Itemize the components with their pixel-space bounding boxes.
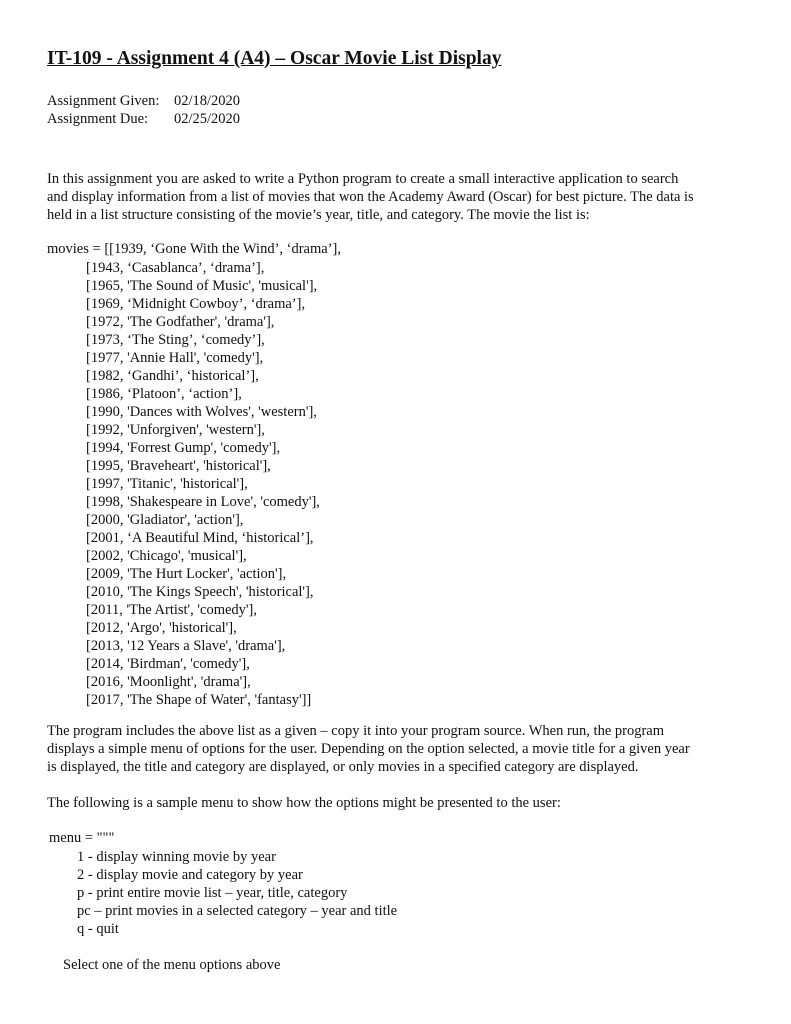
assignment-given-label: Assignment Given:: [47, 93, 160, 109]
movie-row: [1992, 'Unforgiven', 'western'],: [86, 422, 265, 438]
movie-row: [2011, 'The Artist', 'comedy'],: [86, 602, 257, 618]
program-description-line: displays a simple menu of options for the user. Depending on the option selected, a movie title for a given year: [47, 741, 690, 757]
movie-row: [1977, 'Annie Hall', 'comedy'],: [86, 350, 264, 366]
menu-intro: [47, 794, 747, 812]
movie-row: [1982, ‘Gandhi’, ‘historical’],: [86, 368, 259, 384]
movie-list: [86, 259, 320, 709]
menu-head: menu = """: [49, 830, 115, 846]
movie-row: [1969, ‘Midnight Cowboy’, ‘drama’],: [86, 296, 306, 312]
movie-row: [2017, 'The Shape of Water', 'fantasy']]: [86, 692, 312, 708]
program-description-line: The program includes the above list as a given – copy it into your program source. When run, the program: [47, 723, 665, 739]
movie-row: [2010, 'The Kings Speech', 'historical'],: [86, 584, 314, 600]
assignment-due-label: Assignment Due:: [47, 111, 149, 127]
movie-row: [2014, 'Birdman', 'comedy'],: [86, 656, 250, 672]
movie-row: [1973, ‘The Sting’, ‘comedy’],: [86, 332, 265, 348]
assignment-given-date: 02/18/2020: [174, 93, 241, 109]
movie-row: [1995, 'Braveheart', 'historical'],: [86, 458, 271, 474]
movie-row: [2002, 'Chicago', 'musical'],: [86, 548, 247, 564]
assignment-due-date: 02/25/2020: [174, 111, 241, 127]
menu-intro-line: The following is a sample menu to show how the options might be presented to the user:: [47, 795, 561, 811]
menu-items: [77, 848, 397, 938]
intro-line: held in a list structure consisting of the movie’s year, title, and category. The movie the list is:: [47, 207, 590, 223]
movie-row: [1990, 'Dances with Wolves', 'western'],: [86, 404, 317, 420]
movie-row: [1997, 'Titanic', 'historical'],: [86, 476, 248, 492]
movie-row: [1998, 'Shakespeare in Love', 'comedy'],: [86, 494, 320, 510]
movie-row: [2000, 'Gladiator', 'action'],: [86, 512, 244, 528]
intro-line: and display information from a list of movies that won the Academy Award (Oscar) for best picture. The data is: [47, 189, 694, 205]
movie-row: [1986, ‘Platoon’, ‘action’],: [86, 386, 242, 402]
program-description: [47, 722, 747, 776]
movie-row: [1972, 'The Godfather', 'drama'],: [86, 314, 275, 330]
movie-row: [2016, 'Moonlight', 'drama'],: [86, 674, 251, 690]
intro-line: In this assignment you are asked to write a Python program to create a small interactive application to search: [47, 171, 679, 187]
movie-row: [2013, '12 Years a Slave', 'drama'],: [86, 638, 286, 654]
movie-row: [1994, 'Forrest Gump', 'comedy'],: [86, 440, 281, 456]
assignment-given-line: [47, 93, 240, 110]
movie-row: [2012, 'Argo', 'historical'],: [86, 620, 237, 636]
menu-prompt: Select one of the menu options above: [63, 957, 281, 973]
movie-row: [2001, ‘A Beautiful Mind, ‘historical’],: [86, 530, 314, 546]
menu-item: pc – print movies in a selected category – year and title: [77, 903, 398, 919]
menu-item: q - quit: [77, 921, 119, 937]
menu-item: 2 - display movie and category by year: [77, 867, 303, 883]
movie-row: [2009, 'The Hurt Locker', 'action'],: [86, 566, 287, 582]
document-title: IT-109 - Assignment 4 (A4) – Oscar Movie List Display: [47, 48, 502, 69]
movie-list-head: movies = [[1939, ‘Gone With the Wind’, ‘drama’],: [47, 241, 341, 257]
menu-item: p - print entire movie list – year, title, category: [77, 885, 348, 901]
movie-row: [1943, ‘Casablanca’, ‘drama’],: [86, 260, 265, 276]
intro-paragraph: [47, 170, 747, 224]
menu-item: 1 - display winning movie by year: [77, 849, 276, 865]
movie-row: [1965, 'The Sound of Music', 'musical'],: [86, 278, 318, 294]
program-description-line: is displayed, the title and category are displayed, or only movies in a specified category are displayed.: [47, 759, 639, 775]
assignment-due-line: [47, 111, 240, 128]
